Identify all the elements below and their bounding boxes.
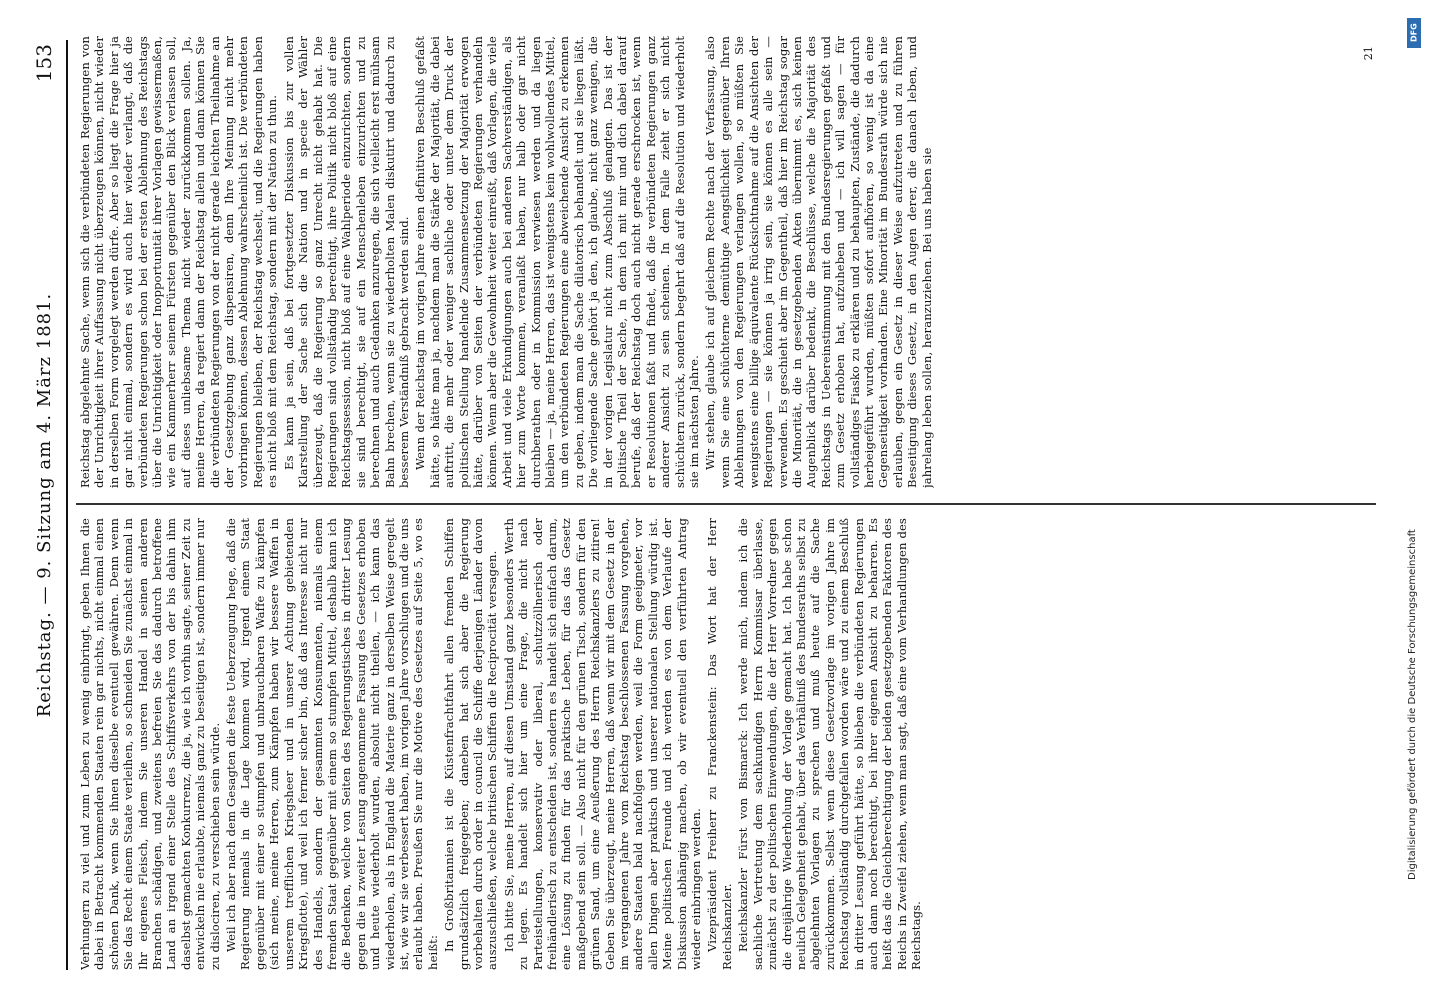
dfg-logo-icon: DFG — [1407, 18, 1421, 48]
paragraph: Es kann ja sein, daß bei fortgesetzter Diskussion bis zur vollen Klarstellung der Sache sich die Nation und in specie der Wähler überzeugt, daß die Regierung so ganz Unrecht nicht gehabt hat. Die Regierungen sind vollständig berechtigt, ihre Politik nicht bloß auf eine Reichstagssession, nicht bloß auf eine Wahlperiode einzurichten, sondern sie sind berechtigt, sie auf ein Menschenleben einzurichten und zu berechnen und auch Gedanken anzuregen, die sich vielleicht erst mühsam Bahn brechen, wenn sie zu wiederholten Malen diskutirt und dadurch zu besserem Verständniß gebracht werden sind. — [281, 36, 411, 488]
quoted-paragraph: In Großbritannien ist die Küstenfrachtfahrt allen fremden Schiffen grundsätzlich freigegeben; daneben hat sich aber die Regierung vorbehalten durch order in council die Schiffe derjenigen Länder davon auszuschließen, welche britischen Schiffen die Reciprocität versagen. — [442, 518, 500, 970]
column-divider — [76, 503, 1376, 505]
paragraph: Reichstag abgelehnte Sache, wenn sich die verbündeten Regierungen von der Unrichtigkeit ihrer Auffassung nicht überzeugen können, nicht wieder in derselben Form vorgelegt werden dürfe. Aber so liegt die Frage hier ja gar nicht einmal, sondern es wird auch hier wieder verlangt, daß die verbündeten Regierungen schon bei der ersten Ablehnung des Reichstags über die Unrichtigkeit oder Inopportunität ihrer Vorlagen gewissermaßen, wie ein Kammerherr seinem Fürsten gegenüber den Blick verlassen soll, auf dieses unliebsame Thema nicht wieder zurückkommen sollen. Ja, meine Herren, da regiert dann der Reichstag allein und dann können Sie die verbündeten Regierungen von der nicht gerade leichten Theilnahme an der Gesetzgebung ganz dispensiren, denn Ihre Meinung nicht mehr vorbringen können, dessen Ablehnung wahrscheinlich ist. Die verbündeten Regierungen bleiben, der Reichstag wechselt, und die Regierungen haben es nicht bloß mit dem Reichstag, sondern mit der Nation zu thun. — [78, 36, 280, 488]
digitization-sidebar — [1395, 0, 1432, 1000]
speaker-paragraph: Vizepräsident Freiherr zu Franckenstein: Das Wort hat der Herr Reichskanzler. — [705, 518, 734, 970]
page-header — [26, 40, 68, 970]
left-column — [78, 518, 1376, 970]
page-title: Reichstag. — 9. Sitzung am 4. März 1881. — [34, 292, 55, 718]
paragraph: Wir stehen, glaube ich auf gleichem Rechte nach der Verfassung, also wenn Sie eine schüchterne demüthige Aengstlichkeit gegenüber Ihren Ablehnungen von den Regierungen verlangen wollen, so müßten Sie wenigstens eine billige äquivalente Rücksichtnahme auf die Ansichten der Regierungen — sie können ja irrig sein, sie können es alle sein — verwenden. Es geschieht aber im Gegentheil, daß hier im Reichstag sogar die Minorität, die in gesetzgebenden Akten übernimmt es, sich keinen Augenblick darüber bedenkt, die Beschlüsse, welche die Majorität des Reichstags in Uebereinstimmung mit den Bundesregierungen gefaßt und zum Gesetz erhoben hat, aufzuheben und — ich will sagen — für vollständiges Fiasko zu erklären und zu behaupten, Zustände, die dadurch herbeigeführt wurden, müßten sofort aufhören, so wenig ist da eine Gegenseitigkeit vorhanden. Eine Minorität im Bundesrath würde sich nie erlauben, gegen ein Gesetz in dieser Weise aufzutreten und zu führen Beseitigung dieses Gesetz, in den Augen derer, die danach leben, und jahrelang leben sollen, heranzuziehen. Bei uns haben sie — [703, 36, 934, 488]
paragraph: Ich bitte Sie, meine Herren, auf diesen Umstand ganz besonders Werth zu legen. Es handelt sich hier um eine Frage, die nicht nach Parteistellungen, konservativ oder liberal, schutzzöllnerisch oder freihändlerisch zu entscheiden ist, sondern es handelt sich einfach darum, eine Lösung zu finden für das praktische Leben, für das das Gesetz maßgebend sein soll. — Also nicht für den grünen Tisch, sondern für den grünen Sand, um eine Aeußerung des Herrn Reichskanzlers zu zitiren! Geben Sie überzeugt, meine Herren, daß wenn wir mit dem Gesetz in der im vergangenen Jahre vom Reichstag beschlossenen Fassung vorgehen, andere Staaten bald nachfolgen werden, weil die Form geeigneter, vor allen Dingen aber praktisch und unserer nationalen Stellung würdig ist. Meine politischen Freunde und ich werden es von dem Verlaufe der Diskussion abhängig machen, ob wir eventuell den verführten Antrag wieder einbringen werden. — [501, 518, 704, 970]
paragraph: Weil ich aber nach dem Gesagten die feste Ueberzeugung hege, daß die Regierung niemals in die Lage kommen wird, irgend einem Staat gegenüber mit einer so stumpfen und unbrauchbaren Waffe zu kämpfen (sich meine, meine Herren, zum Kämpfen haben wir bessere Waffen in unserem trefflichen Kriegsheer und in unserer Achtung gebietenden Kriegsflotte), und weil ich ferner sicher bin, daß das Interesse nicht nur des Handels, sondern der gesammten Konsumenten, niemals einem fremden Staat gegenüber mit einem so stumpfen Mittel, deshalb kann ich die Bedenken, welche von Seiten des Regierungstisches in dritter Lesung gegen die in zweiter Lesung angenommene Fassung des Gesetzes erhoben und heute wiederholt wurden, absolut nicht theilen, — ich kann das wiederholen, als in England die Materie ganz in derselben Weise geregelt ist, wie wir sie verbessert haben, im vorigen Jahre vorschlugen und die uns erlaubt haben. Preußen Sie nur die Motive des Gesetzes auf Seite 5, wo es heißt: — [224, 518, 440, 970]
paragraph: Wenn der Reichstag im vorigen Jahre einen definitiven Beschluß gefaßt hätte, so hätte man ja, nachdem man die Stärke der Majorität, die dabei auftritt, die mehr oder weniger sachliche oder unter dem Druck der politischen Stellung handelnde Zusammensetzung der Majorität erwogen hätte, darüber von Seiten der verbündeten Regierungen verhandeln können. Wenn aber die Gewohnheit weiter einreißt, daß Vorlagen, die viele Arbeit und viele Erkundigungen auch bei anderen Sachverständigen, als hier zum Worte kommen, veranlaßt haben, nur halb oder gar nicht durchberathen oder in Kommission verwiesen werden und da liegen bleiben — ja, meine Herren, das ist wenigstens kein wohlwollendes Mittel, um den verbündeten Regierungen eine abweichende Ansicht zu erkennen zu geben, indem man die Sache dilatorisch behandelt und sie liegen läßt. Die vorliegende Sache gehört ja den, ich glaube, nicht ganz wenigen, die in der vorigen Legislatur nicht zum Abschluß gelangten. Das ist der politische Theil der Sache, in dem ich mit mir und dich dabei darauf berufe, daß der Reichstag doch auch nicht gerade erschrocken ist, wenn er Resolutionen faßt und findet, daß die verbündeten Regierungen ganz anderer Ansicht zu sein scheinen. In dem Falle zieht er sich nicht schüchtern zurück, sondern begehrt daß auf die Resolution und wiederholt sie im nächsten Jahre. — [413, 36, 702, 488]
digitization-credit: Digitalisierung gefördert durch die Deutsche Forschungsgemeinschaft — [1407, 529, 1418, 880]
right-column — [78, 36, 1376, 488]
signature-mark: 21 — [1361, 46, 1375, 61]
paragraph: Verhungern zu viel und zum Leben zu wenig einbringt, geben Ihnen die dabei in Betracht kommenden Staaten rein gar nichts, nicht einmal einen schönen Dank, wenn Sie ihnen dieselbe eventuell gewähren. Denn wenn Sie das Recht einem Staate verleihen, so schneiden Sie zunächst einmal in Ihr eigenes Fleisch, indem Sie unseren Handel in seinen anderen Branchen schädigen, und zweitens befreien Sie das dadurch betroffene Land an irgend einer Stelle des Schiffsverkehrs von der bis dahin ihm daselbst gemachten Konkurrenz, die ja, wie ich vorhin sagte, seiner Zeit zu entwickeln nie erlaubte, niemals ganz zu beseitigen ist, sondern immer nur zu dislociren, zu verschieben sein würde. — [78, 518, 222, 970]
page-number: 153 — [32, 44, 56, 83]
speaker-paragraph: Reichskanzler Fürst von Bismarck: Ich werde mich, indem ich die sachliche Vertretung dem sachkundigen Herrn Kommissar überlasse, zunächst zu der politischen Einwendungen, die der Herr Vorredner gegen die dreijährige Wiederholung der Vorlage gemacht hat. Ich habe schon neulich Gelegenheit gehabt, über das Verhältniß des Bundesraths selbst zu abgelehnten Vorlagen zu sprechen und muß heute auf die Sache zurückkommen. Selbst wenn diese Gesetzvorlage im vorigen Jahre im Reichstag vollständig durchgefallen worden wäre und zu einem Beschluß in dritter Lesung geführt hätte, so blieben die verbündeten Regierungen auch dann noch berechtigt, bei ihrer eigenen Ansicht zu beharren. Es heißt das die Gleichberechtigung der beiden gesetzgebenden Faktoren des Reichs in Zweifel ziehen, wenn man sagt, daß eine vom Verhandlungen des Reichstags. — [736, 518, 924, 970]
